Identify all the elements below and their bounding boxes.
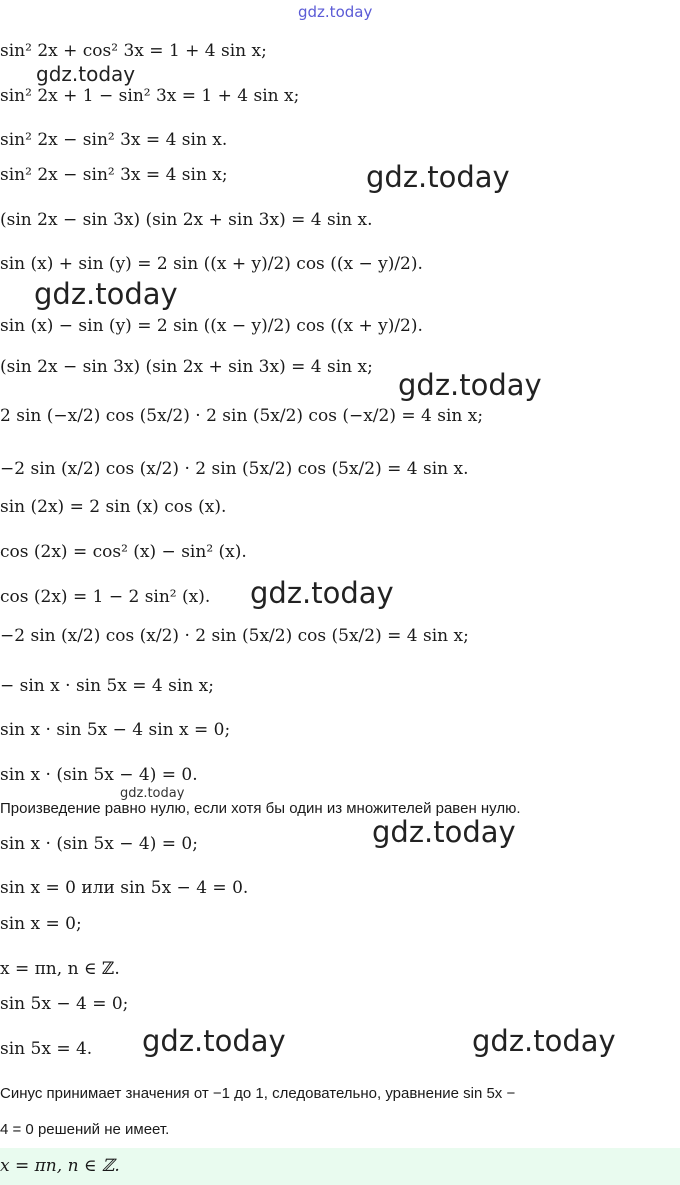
equation-line: sin 5x = 4.: [0, 1039, 93, 1059]
identity-cos-double-line: cos (2x) = cos² (x) − sin² (x).: [0, 542, 247, 562]
equation-line: sin x = 0 или sin 5x − 4 = 0.: [0, 878, 249, 898]
equation-line: sin x · (sin 5x − 4) = 0.: [0, 765, 198, 785]
equation-line: 2 sin (−x/2) cos (5x/2) · 2 sin (5x/2) cos (−x/2) = 4 sin x;: [0, 406, 484, 426]
identity-difference-line: sin (x) − sin (y) = 2 sin ((x − y)/2) cos ((x + y)/2).: [0, 316, 423, 336]
identity-sin-double-line: sin (2x) = 2 sin (x) cos (x).: [0, 497, 227, 517]
equation-line: sin x = 0;: [0, 914, 82, 934]
watermark: gdz.today: [250, 576, 394, 610]
watermark: gdz.today: [34, 277, 178, 311]
equation-line: sin² 2x − sin² 3x = 4 sin x;: [0, 165, 228, 185]
equation-line: sin 5x − 4 = 0;: [0, 994, 129, 1014]
watermark: gdz.today: [36, 62, 136, 86]
equation-line: sin² 2x + 1 − sin² 3x = 1 + 4 sin x;: [0, 86, 300, 106]
watermark: gdz.today: [472, 1024, 616, 1058]
answer-box: [0, 1148, 680, 1185]
identity-cos-double-alt-line: cos (2x) = 1 − 2 sin² (x).: [0, 587, 211, 607]
equation-line: sin² 2x + cos² 3x = 1 + 4 sin x;: [0, 41, 267, 61]
watermark: gdz.today: [398, 368, 542, 402]
explanation-text: Синус принимает значения от −1 до 1, следовательно, уравнение sin 5x −: [0, 1085, 516, 1102]
watermark-top: gdz.today: [298, 3, 373, 21]
equation-line: sin² 2x − sin² 3x = 4 sin x.: [0, 130, 228, 150]
explanation-text: Произведение равно нулю, если хотя бы один из множителей равен нулю.: [0, 800, 521, 817]
equation-line: x = πn, n ∈ ℤ.: [0, 959, 120, 979]
equation-line: − sin x · sin 5x = 4 sin x;: [0, 676, 214, 696]
watermark: gdz.today: [366, 160, 510, 194]
equation-line: −2 sin (x/2) cos (x/2) · 2 sin (5x/2) cos (5x/2) = 4 sin x.: [0, 459, 469, 479]
explanation-text: 4 = 0 решений не имеет.: [0, 1121, 170, 1138]
equation-line: sin x · (sin 5x − 4) = 0;: [0, 834, 198, 854]
equation-line: −2 sin (x/2) cos (x/2) · 2 sin (5x/2) cos (5x/2) = 4 sin x;: [0, 626, 469, 646]
watermark: gdz.today: [142, 1024, 286, 1058]
equation-line: sin x · sin 5x − 4 sin x = 0;: [0, 720, 231, 740]
identity-sum-line: sin (x) + sin (y) = 2 sin ((x + y)/2) cos ((x − y)/2).: [0, 254, 423, 274]
equation-line: (sin 2x − sin 3x) (sin 2x + sin 3x) = 4 sin x;: [0, 357, 373, 377]
watermark: gdz.today: [372, 815, 516, 849]
watermark: gdz.today: [120, 786, 185, 801]
equation-line: (sin 2x − sin 3x) (sin 2x + sin 3x) = 4 sin x.: [0, 210, 373, 230]
answer-line: x = πn, n ∈ ℤ.: [0, 1156, 120, 1176]
